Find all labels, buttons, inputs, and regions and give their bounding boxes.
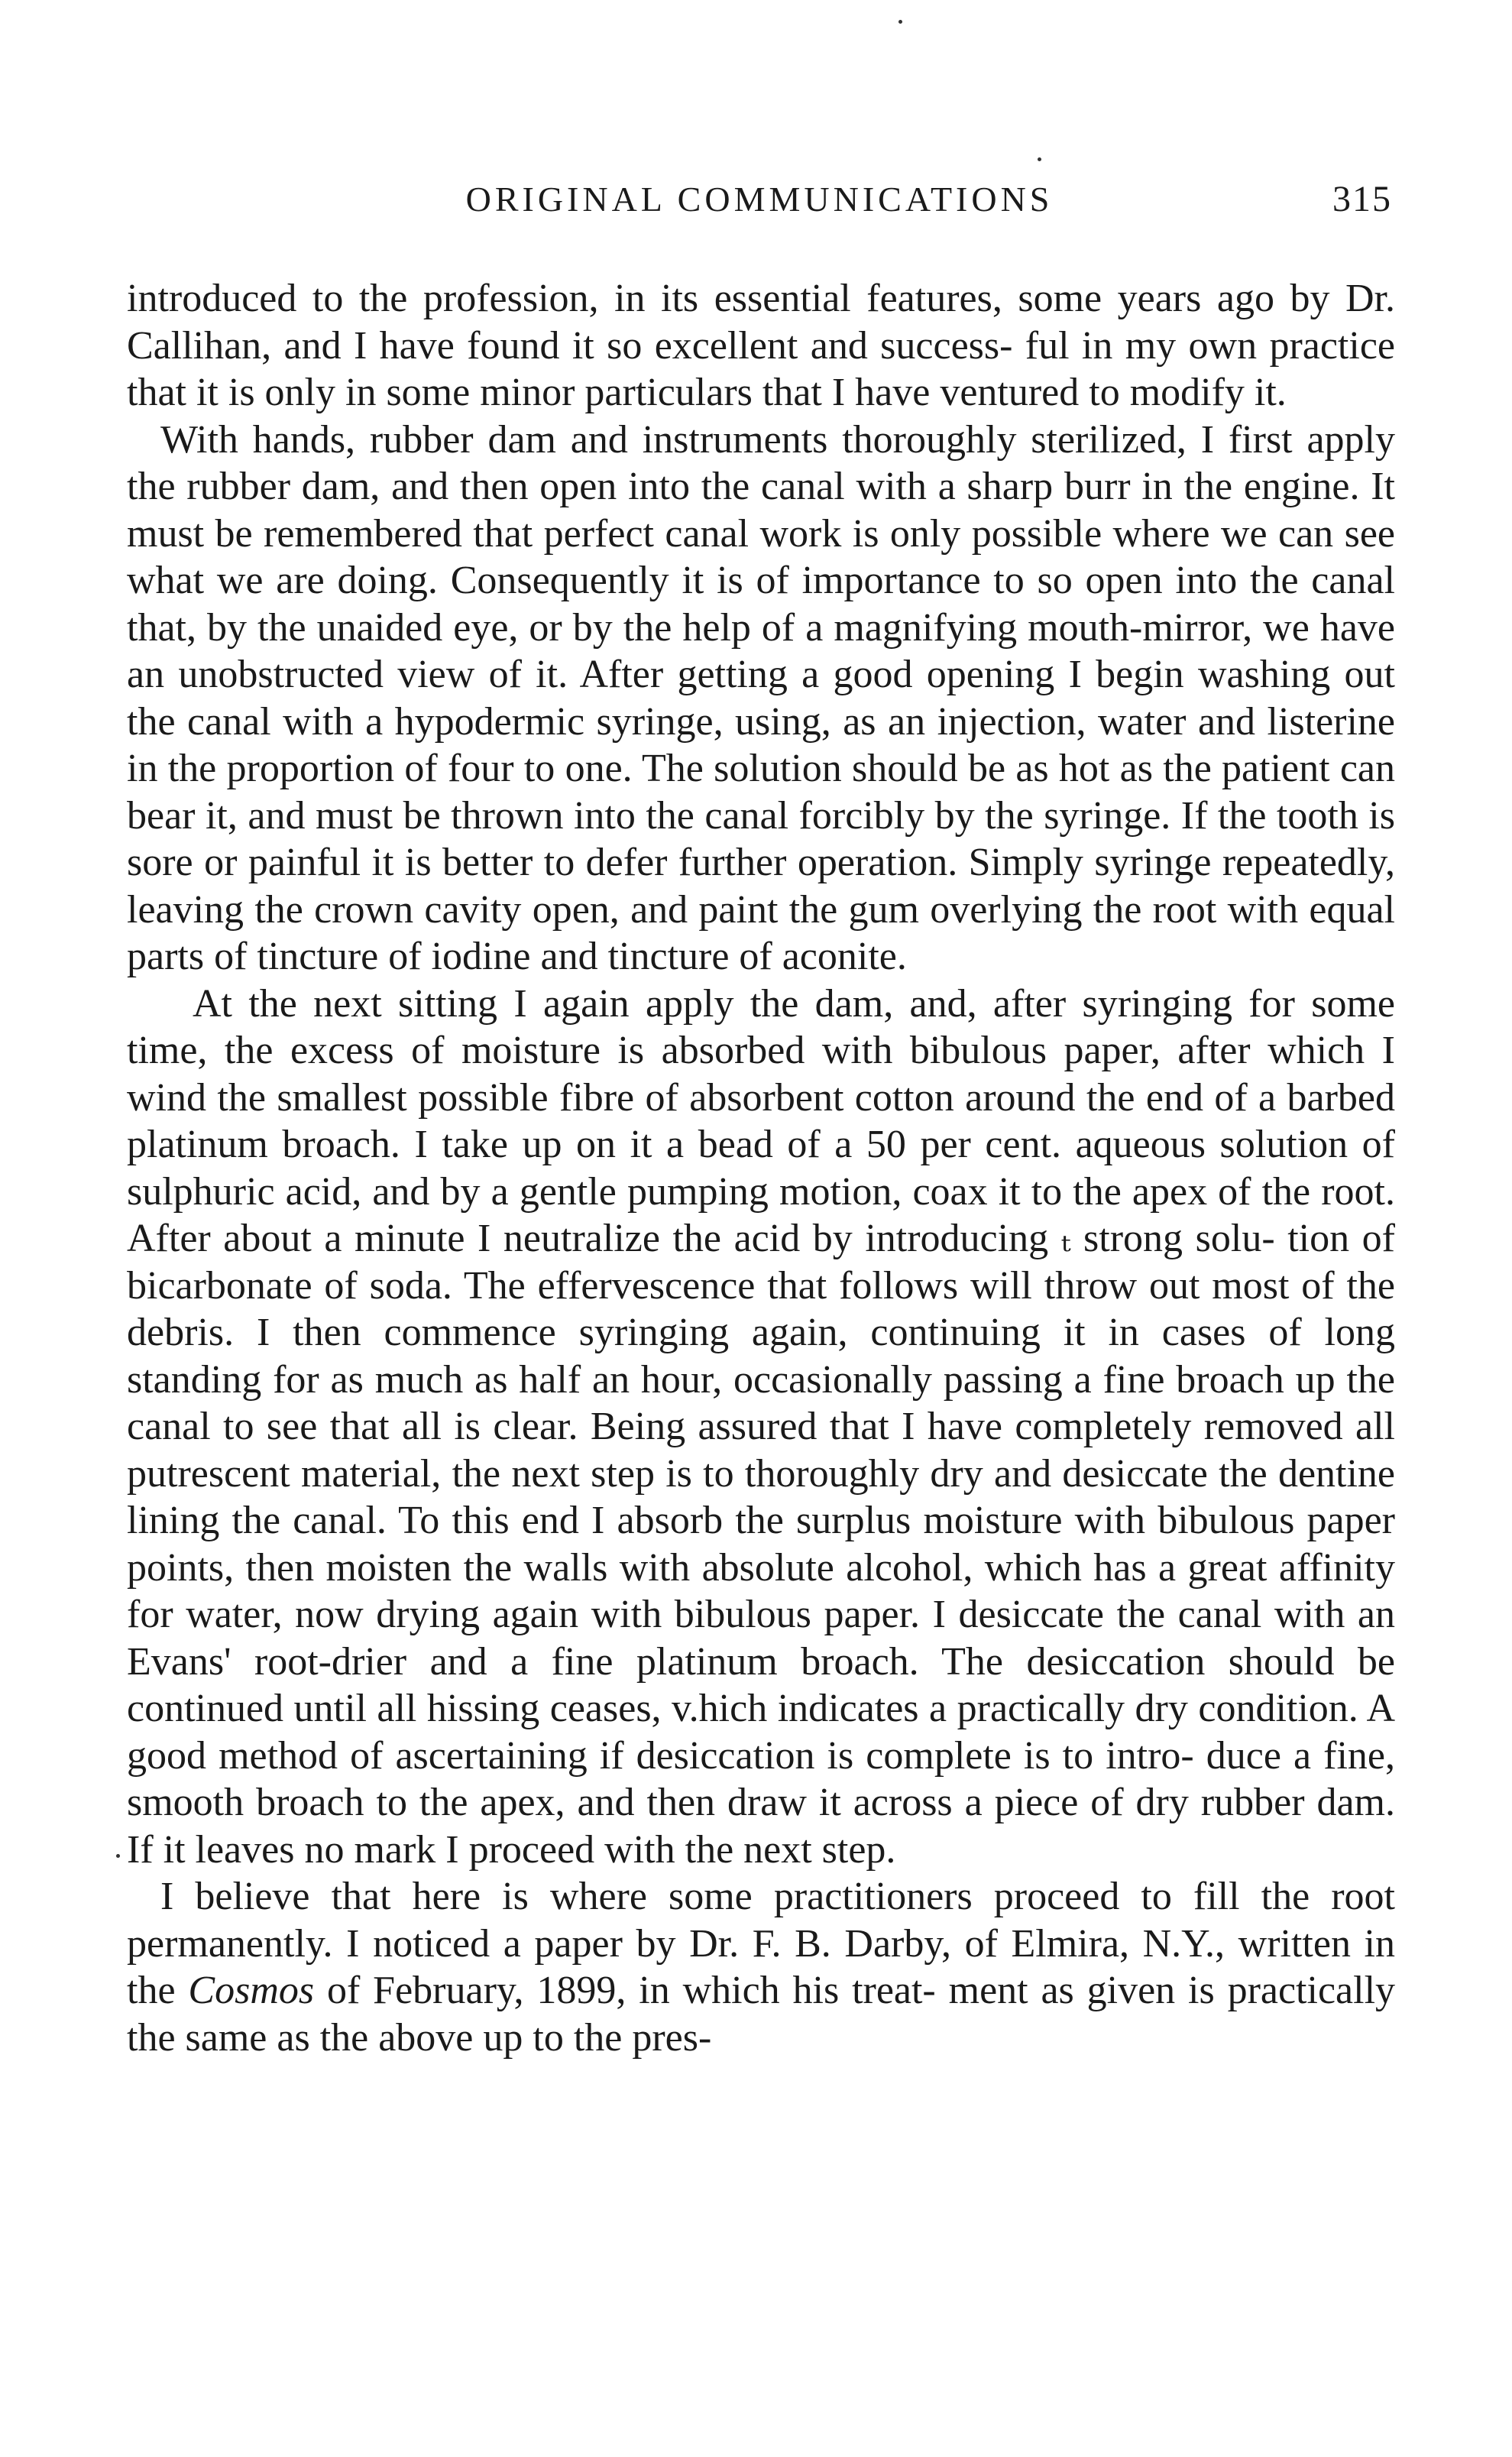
body-text	[127, 275, 1395, 2061]
paragraph: At the next sitting I again apply the dam, and, after syringing for some time, the excess of moisture is absorbed with bibulous paper, after which I wind the smallest possible fibre of absorbent cotton around the end of a barbed platinum broach. I take up on it a bead of a 50 per cent. aqueous solution of sulphuric acid, and by a gentle pumping motion, coax it to the apex of the root. After about a minute I neutralize the acid by introducing ₜ strong solu- tion of bicarbonate of soda. The effervescence that follows will throw out most of the debris. I then commence syringing again, continuing it in cases of long standing for as much as half an hour, occasionally passing a fine broach up the canal to see that all is clear. Being assured that I have completely removed all putrescent material, the next step is to thoroughly dry and desiccate the dentine lining the canal. To this end I absorb the surplus moisture with bibulous paper points, then moisten the walls with absolute alcohol, which has a great affinity for water, now drying again with bibulous paper. I desiccate the canal with an Evans' root-drier and a fine platinum broach. The desiccation should be continued until all hissing ceases, v.hich indicates a practically dry condition. A good method of ascertaining if desiccation is complete is to intro- duce a fine, smooth broach to the apex, and then draw it across a piece of dry rubber dam. If it leaves no mark I proceed with the next step.	[127, 981, 1395, 1872]
page-header	[127, 173, 1392, 226]
page-number: 315	[1332, 179, 1392, 219]
stray-print-mark	[898, 20, 902, 24]
stray-print-mark	[1038, 157, 1041, 161]
paragraph-text: I believe that here is where some practitioners proceed to fill the root permanently. I noticed a paper by Dr. F. B. Darby, of Elmira, N.Y., written in the	[127, 1875, 1395, 2012]
paragraph-text: of February, 1899, in which his treat- ment as given is practically the same as the above up to the pres-	[127, 1969, 1396, 2060]
stray-print-mark	[116, 1854, 120, 1858]
journal-title: Cosmos	[188, 1969, 315, 2012]
paragraph: With hands, rubber dam and instruments thoroughly sterilized, I first apply the rubber dam, and then open into the canal with a sharp burr in the engine. It must be remembered that perfect canal work is only possible where we can see what we are doing. Consequently it is of importance to so open into the canal that, by the unaided eye, or by the help of a magnifying mouth-mirror, we have an unobstructed view of it. After getting a good opening I begin washing out the canal with a hypodermic syringe, using, as an injection, water and listerine in the proportion of four to one. The solution should be as hot as the patient can bear it, and must be thrown into the canal forcibly by the syringe. If the tooth is sore or painful it is better to defer further operation. Simply syringe repeatedly, leaving the crown cavity open, and paint the gum overlying the root with equal parts of tincture of iodine and tincture of aconite.	[127, 417, 1395, 978]
running-head: ORIGINAL COMMUNICATIONS	[465, 180, 1054, 219]
paragraph	[127, 1873, 1395, 2061]
paragraph: introduced to the profession, in its essential features, some years ago by Dr. Callihan, and I have found it so excellent and success- ful in my own practice that it is only in some minor particulars that I have ventured to modify it.	[127, 277, 1395, 414]
